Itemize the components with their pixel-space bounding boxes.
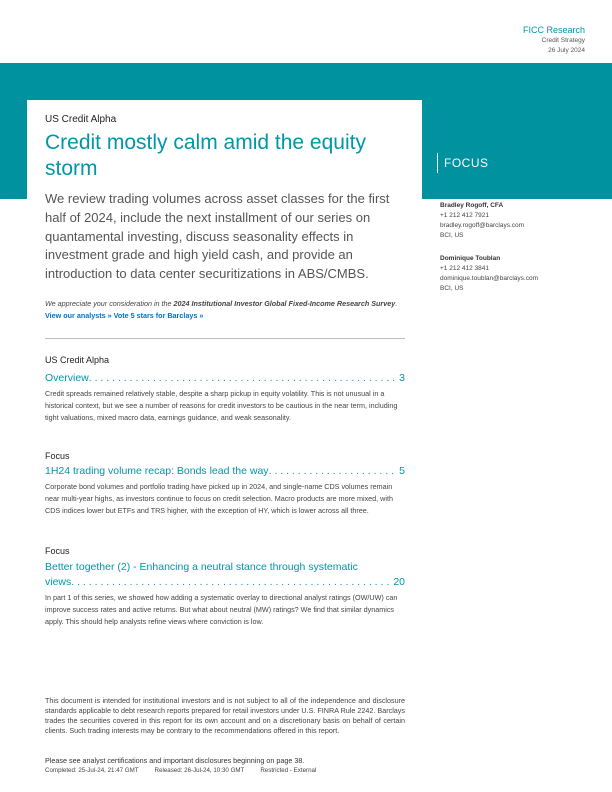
division-label: FICC Research [522, 25, 585, 35]
focus-tag: FOCUS [437, 153, 489, 173]
toc-leader [71, 575, 390, 589]
toc-title[interactable]: Better together (2) - Enhancing a neutral stance through systematic [45, 561, 358, 573]
toc-entry-better-together[interactable] [45, 575, 405, 589]
toc-leader [269, 464, 397, 478]
toc-description: In part 1 of this series, we showed how adding a systematic overlay to directional analyst ratings (OW/UW) can improve success rates and active returns. But what about neutral (MW) ratings? We find that similar dynamics apply. This should help analysts refine views where conviction is low. [45, 593, 398, 626]
toc-section-label: Focus [45, 546, 70, 556]
disclaimer-text: This document is intended for institutional investors and is not subject to all of the independence and disclosure standards applicable to debt research reports prepared for retail investors under U.S. FINRA Rule 2242. Barclays trades the securities covered in this report for its own account and on a discretionary basis on behalf of certain clients. Such trading interests may be contrary to the recommendations offered in this report. [45, 696, 405, 735]
toc-section-label: Focus [45, 451, 70, 461]
released-stamp: Released: 26-Jul-24, 10:30 GMT [154, 767, 245, 774]
appeal-prefix: We appreciate your consideration in the [45, 299, 172, 308]
analyst-block [440, 254, 600, 294]
analyst-name: Dominique Toublan [440, 255, 501, 262]
toc-entry-overview[interactable] [45, 371, 405, 385]
analyst-phone: +1 212 412 3841 [440, 265, 489, 272]
analyst-email[interactable]: dominique.toublan@barclays.com [440, 275, 539, 282]
analyst-entity: BCI, US [440, 285, 464, 292]
toc-page[interactable]: 20 [393, 576, 405, 588]
classification-label: Restricted - External [260, 767, 317, 774]
vote-link[interactable]: View our analysts » Vote 5 stars for Barclays » [45, 311, 204, 320]
toc-page[interactable]: 5 [399, 465, 405, 477]
report-date: 26 July 2024 [548, 47, 585, 54]
toc-title[interactable]: views [45, 576, 72, 588]
toc-title[interactable]: 1H24 trading volume recap: Bonds lead the way [45, 465, 269, 477]
report-title: Credit mostly calm amid the equity storm [45, 131, 366, 180]
analyst-entity: BCI, US [440, 232, 464, 239]
toc-entry-trading-volume[interactable] [45, 464, 405, 478]
toc-description: Corporate bond volumes and portfolio trading have picked up in 2024, and single-name CDS volumes remain near multi-year highs, as investors continue to focus on credit selection. Macro products are more mixed, with CDS indices lower but ETFs and TRS higher, with the exception of HY, which is lower across all three. [45, 482, 393, 515]
toc-page[interactable]: 3 [399, 372, 405, 384]
report-summary: We review trading volumes across asset classes for the first half of 2024, include the next installment of our series on quantamental investing, discuss seasonality effects in investment grade and high yield cash, and provide an introduction to data center securitizations in ABS/CMBS. [45, 191, 390, 282]
disclosure-note: Please see analyst certifications and important disclosures beginning on page 38. [45, 756, 305, 765]
series-label: US Credit Alpha [45, 114, 117, 125]
analyst-email[interactable]: bradley.rogoff@barclays.com [440, 222, 525, 229]
survey-appeal: We appreciate your consideration in the 2024 Institutional Investor Global Fixed-Income Research Survey. View our analysts » Vote 5 stars for Barclays » [45, 299, 398, 320]
toc-description: Credit spreads remained relatively stable, despite a sharp pickup in equity volatility. This is not unusual in a historical context, but we see a number of reasons for credit investors to be cautious in the near term, including tight valuations, mixed macro data, earnings guidance, and weak seasonality. [45, 389, 398, 422]
toc-section-label: US Credit Alpha [45, 355, 110, 365]
completed-stamp: Completed: 25-Jul-24, 21:47 GMT [45, 767, 139, 774]
survey-name: 2024 Institutional Investor Global Fixed-Income Research Survey [173, 299, 396, 308]
analyst-name: Bradley Rogoff, CFA [440, 202, 504, 209]
page-header [523, 24, 585, 56]
toc-title[interactable]: Overview [45, 372, 89, 384]
page-footer [45, 767, 405, 774]
divider [45, 338, 405, 339]
toc-leader [89, 371, 396, 385]
analyst-block [440, 201, 600, 241]
analyst-phone: +1 212 412 7921 [440, 212, 489, 219]
subdivision-label: Credit Strategy [541, 37, 585, 44]
